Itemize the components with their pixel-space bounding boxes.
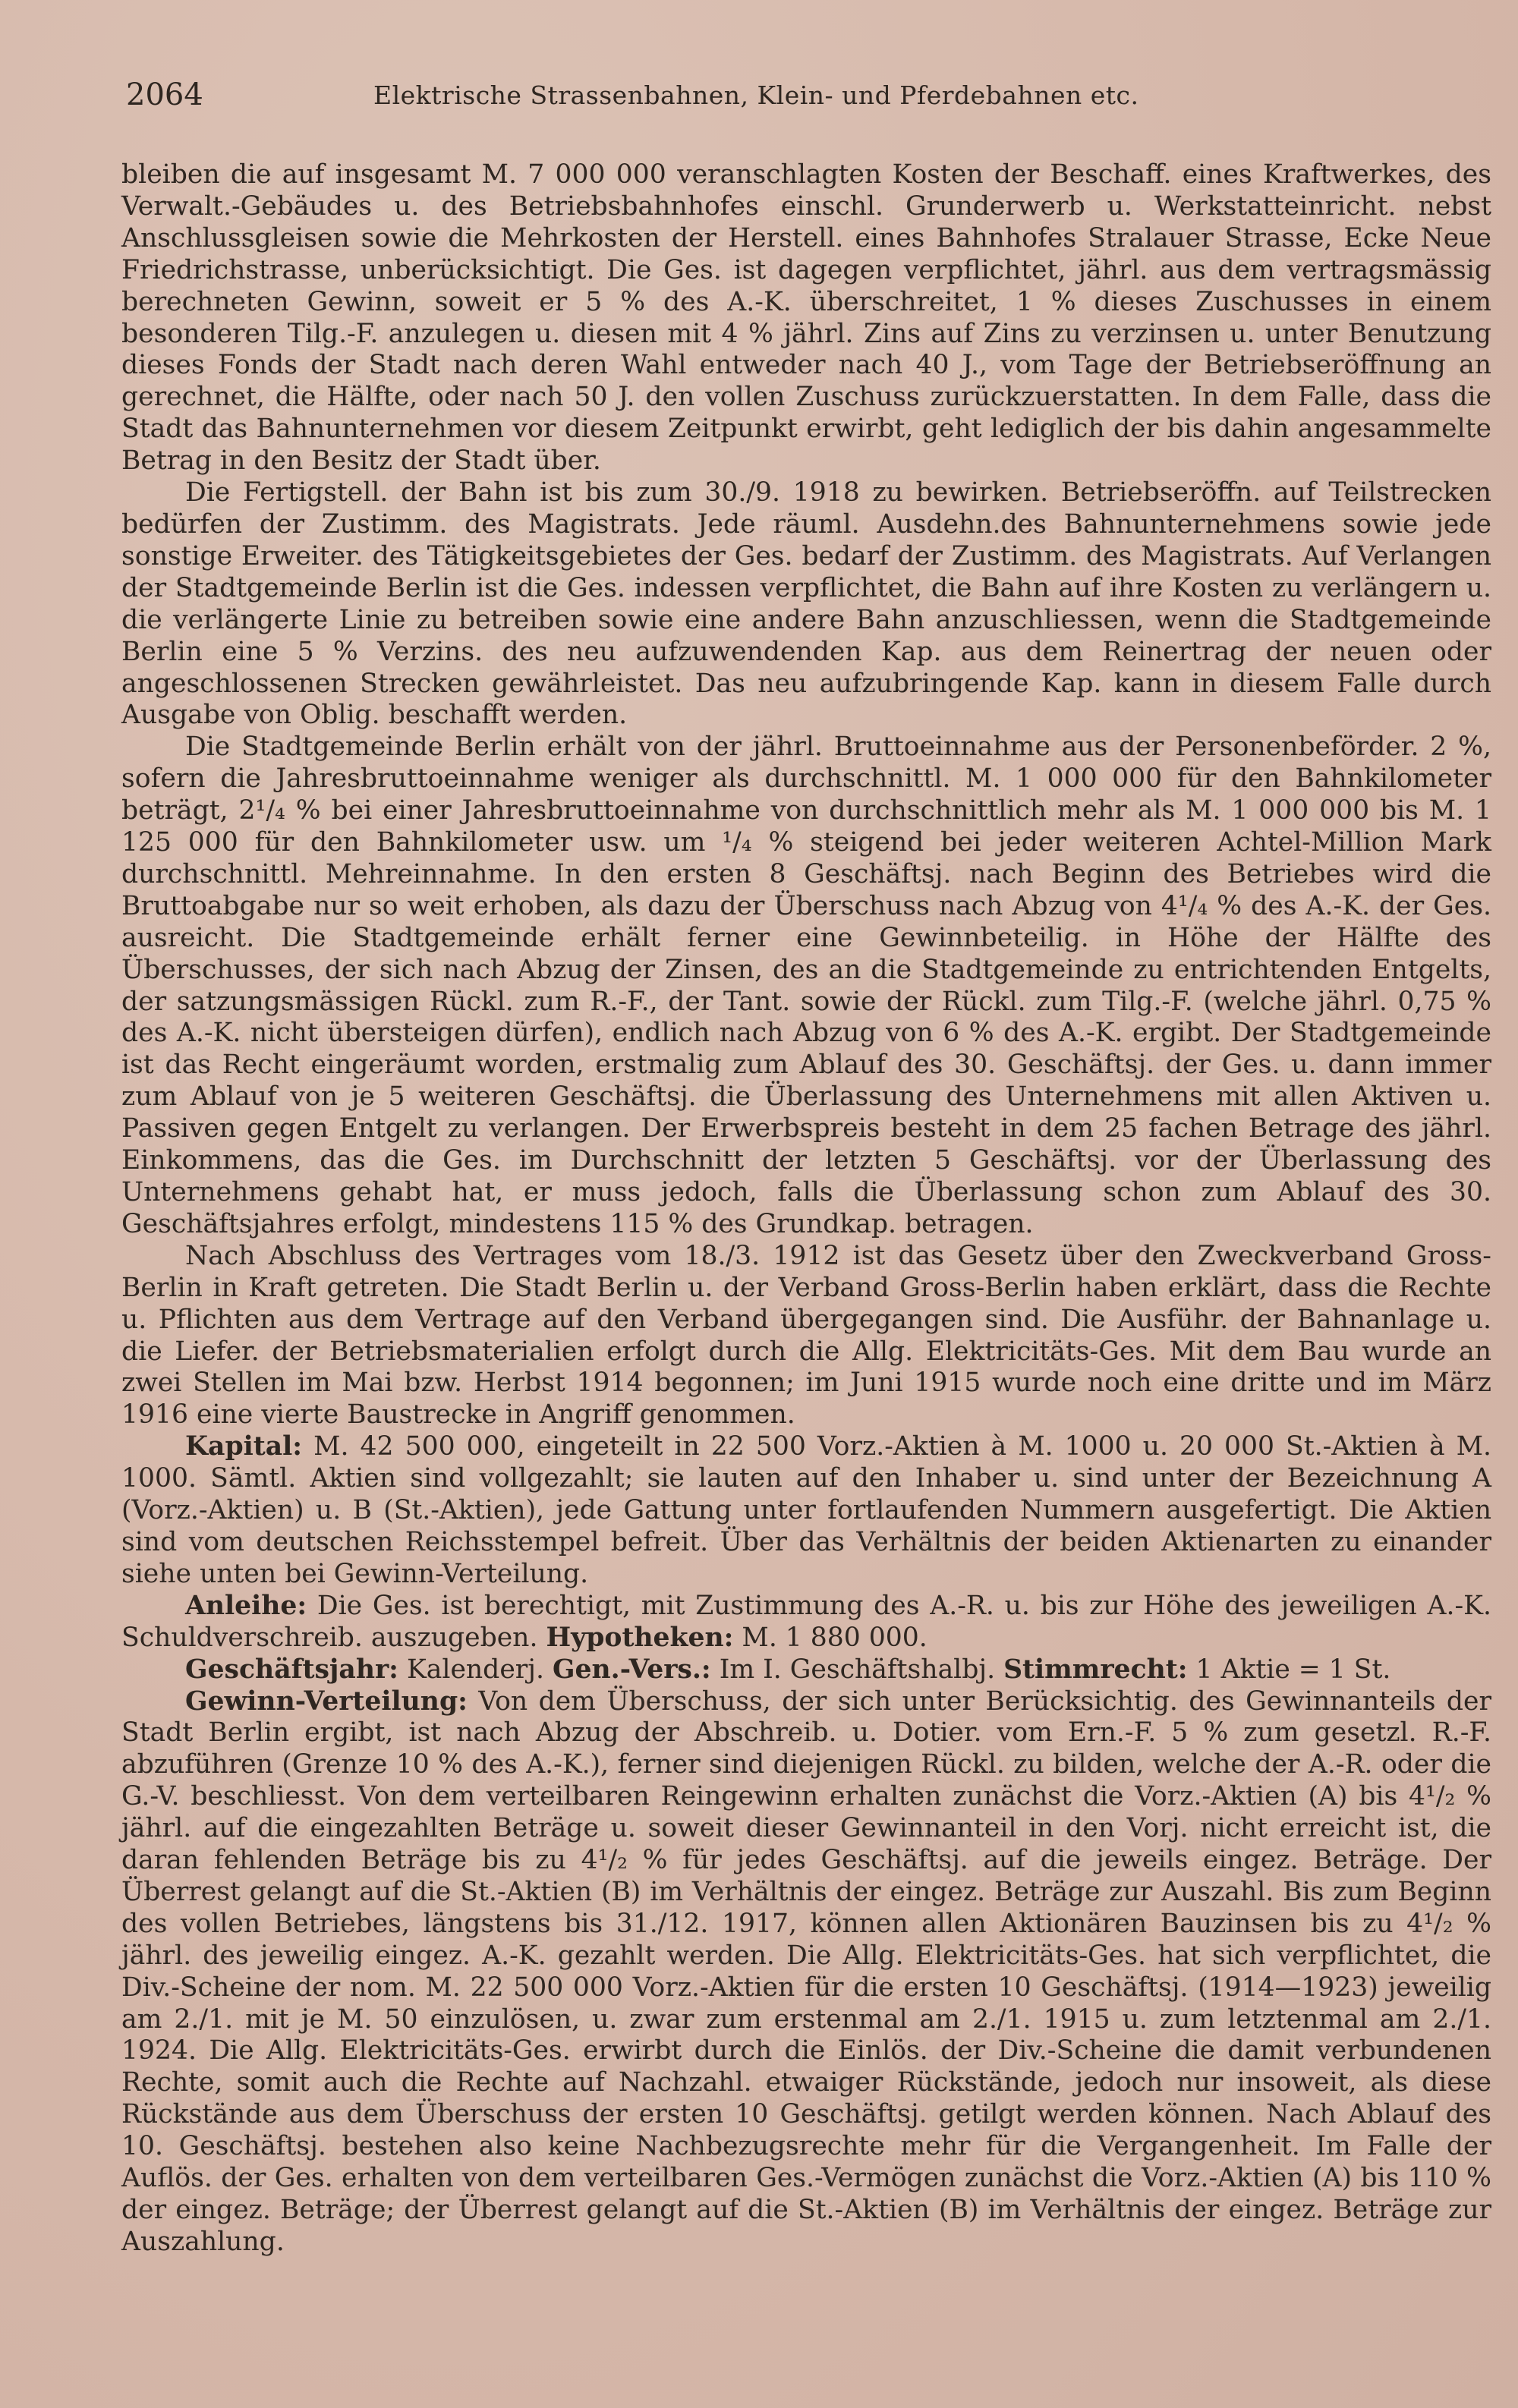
- hypotheken-label: Hypotheken:: [546, 1622, 734, 1653]
- anleihe-text: Die Ges. ist berechtigt, mit Zustimmung des A.-R. u. bis zur Höhe des jeweiligen A.-K. Schuldverschreib. auszugeben.: [121, 1590, 1491, 1653]
- paragraph-kapital: [121, 1431, 1491, 1591]
- document-page: [121, 70, 1491, 2258]
- kapital-text: M. 42 500 000, eingeteilt in 22 500 Vorz.-Aktien à M. 1000 u. 20 000 St.-Aktien à M. 1000. Sämtl. Aktien sind vollgezahlt; sie lauten auf den Inhaber u. sind unter der Bezeichnung A (Vorz.-Aktien) u. B (St.-Aktien), jede Gattung unter fortlaufenden Nummern ausgefertigt. Die Aktien sind vom deutschen Reichsstempel befreit. Über das Verhältnis der beiden Aktienarten zu einander siehe unten bei Gewinn-Verteilung.: [121, 1431, 1491, 1589]
- page-number: 2064: [126, 77, 203, 112]
- stimmrecht-text: 1 Aktie = 1 St.: [1187, 1654, 1391, 1685]
- genvers-text: Im I. Geschäftshalbj.: [710, 1654, 1004, 1685]
- gewinn-text: Von dem Überschuss, der sich unter Berücksichtig. des Gewinnanteils der Stadt Berlin ergibt, ist nach Abzug der Abschreib. u. Dotier. vom Ern.-F. 5 % zum gesetzl. R.-F. abzuführen (Grenze 10 % des A.-K.), ferner sind diejenigen Rückl. zu bilden, welche der A.-R. oder die G.-V. beschliesst. Von dem verteilbaren Reingewinn erhalten zunächst die Vorz.-Aktien (A) bis 4¹/₂ % jährl. auf die eingezahlten Beträge u. soweit dieser Gewinnanteil in den Vorj. nicht erreicht ist, die daran fehlenden Beträge bis zu 4¹/₂ % für jedes Geschäftsj. auf die jeweils eingez. Beträge. Der Überrest gelangt auf die St.-Aktien (B) im Verhältnis der eingez. Beträge zur Auszahl. Bis zum Beginn des vollen Betriebes, längstens bis 31./12. 1917, können allen Aktionären Bauzinsen bis zu 4¹/₂ % jährl. des jeweilig eingez. A.-K. gezahlt werden. Die Allg. Elektricitäts-Ges. hat sich verpflichtet, die Div.-Scheine der nom. M. 22 500 000 Vorz.-Aktien für die ersten 10 Geschäftsj. (1914—1923) jeweilig am 2./1. mit je M. 50 einzulösen, u. zwar zum erstenmal am 2./1. 1915 u. zum letztenmal am 2./1. 1924. Die Allg. Elektricitäts-Ges. erwirbt durch die Einlös. der Div.-Scheine die damit verbundenen Rechte, somit auch die Rechte auf Nachzahl. etwaiger Rückstände, jedoch nur insoweit, als diese Rückstände aus dem Überschuss der ersten 10 Geschäftsj. getilgt werden können. Nach Ablauf des 10. Geschäftsj. bestehen also keine Nachbezugsrechte mehr für die Vergangenheit. Im Falle der Auflös. der Ges. erhalten von dem verteilbaren Ges.-Vermögen zunächst die Vorz.-Aktien (A) bis 110 % der eingez. Beträge; der Überrest gelangt auf die St.-Aktien (B) im Verhältnis der eingez. Beträge zur Auszahlung.: [121, 1686, 1491, 2257]
- gewinn-label: Gewinn-Verteilung:: [185, 1686, 468, 1717]
- running-title: Elektrische Strassenbahnen, Klein- und Pferdebahnen etc.: [373, 80, 1139, 110]
- hypotheken-text: M. 1 880 000.: [733, 1622, 927, 1653]
- kapital-label: Kapital:: [185, 1431, 303, 1462]
- paragraph-gewinn-verteilung: [121, 1686, 1491, 2258]
- stimmrecht-label: Stimmrecht:: [1003, 1654, 1188, 1685]
- paragraph-fertigstellung: Die Fertigstell. der Bahn ist bis zum 30./9. 1918 zu bewirken. Betriebseröffn. auf Teilstrecken bedürfen der Zustimm. des Magistrats. Jede räuml. Ausdehn.des Bahnunternehmens sowie jede sonstige Erweiter. des Tätigkeitsgebietes der Ges. bedarf der Zustimm. des Magistrats. Auf Verlangen der Stadtgemeinde Berlin ist die Ges. indessen verpflichtet, die Bahn auf ihre Kosten zu verlängern u. die verlängerte Linie zu betreiben sowie eine andere Bahn anzuschliessen, wenn die Stadtgemeinde Berlin eine 5 % Verzins. des neu aufzuwendenden Kap. aus dem Reinertrag der neuen oder angeschlossenen Strecken gewährleistet. Das neu aufzubringende Kap. kann in diesem Falle durch Ausgabe von Oblig. beschafft werden.: [121, 477, 1491, 731]
- genvers-label: Gen.-Vers.:: [553, 1654, 711, 1685]
- paragraph-gross-berlin: Nach Abschluss des Vertrages vom 18./3. 1912 ist das Gesetz über den Zweckverband Gross-Berlin in Kraft getreten. Die Stadt Berlin u. der Verband Gross-Berlin haben erklärt, dass die Rechte u. Pflichten aus dem Vertrage auf den Verband übergegangen sind. Die Ausführ. der Bahnanlage u. die Liefer. der Betriebsmaterialien erfolgt durch die Allg. Elektricitäts-Ges. Mit dem Bau wurde an zwei Stellen im Mai bzw. Herbst 1914 begonnen; im Juni 1915 wurde noch eine dritte und im März 1916 eine vierte Baustrecke in Angriff genommen.: [121, 1240, 1491, 1431]
- geschaeftsjahr-text: Kalenderj.: [398, 1654, 553, 1685]
- paragraph-geschaeftsjahr: [121, 1654, 1491, 1686]
- anleihe-label: Anleihe:: [185, 1590, 307, 1621]
- body-text: [121, 159, 1491, 2258]
- paragraph-bruttoeinnahme: Die Stadtgemeinde Berlin erhält von der jährl. Bruttoeinnahme aus der Personenbeförder. 2 %, sofern die Jahresbruttoeinnahme weniger als durchschnittl. M. 1 000 000 für den Bahnkilometer beträgt, 2¹/₄ % bei einer Jahresbruttoeinnahme von durchschnittlich mehr als M. 1 000 000 bis M. 1 125 000 für den Bahnkilometer usw. um ¹/₄ % steigend bei jeder weiteren Achtel-Million Mark durchschnittl. Mehreinnahme. In den ersten 8 Geschäftsj. nach Beginn des Betriebes wird die Bruttoabgabe nur so weit erhoben, als dazu der Überschuss nach Abzug von 4¹/₄ % des A.-K. der Ges. ausreicht. Die Stadtgemeinde erhält ferner eine Gewinnbeteilig. in Höhe der Hälfte des Überschusses, der sich nach Abzug der Zinsen, des an die Stadtgemeinde zu entrichtenden Entgelts, der satzungsmässigen Rückl. zum R.-F., der Tant. sowie der Rückl. zum Tilg.-F. (welche jährl. 0,75 % des A.-K. nicht übersteigen dürfen), endlich nach Abzug von 6 % des A.-K. ergibt. Der Stadtgemeinde ist das Recht eingeräumt worden, erstmalig zum Ablauf des 30. Geschäftsj. der Ges. u. dann immer zum Ablauf von je 5 weiteren Geschäftsj. die Überlassung des Unternehmens mit allen Aktiven u. Passiven gegen Entgelt zu verlangen. Der Erwerbspreis besteht in dem 25 fachen Betrage des jährl. Einkommens, das die Ges. im Durchschnitt der letzten 5 Geschäftsj. vor der Überlassung des Unternehmens gehabt hat, er muss jedoch, falls die Überlassung schon zum Ablauf des 30. Geschäftsjahres erfolgt, mindestens 115 % des Grundkap. betragen.: [121, 732, 1491, 1239]
- page-header: [121, 70, 1491, 129]
- paragraph-anleihe: [121, 1591, 1491, 1654]
- geschaeftsjahr-label: Geschäftsjahr:: [185, 1654, 398, 1685]
- paragraph-continuation: bleiben die auf insgesamt M. 7 000 000 veranschlagten Kosten der Beschaff. eines Kraftwerkes, des Verwalt.-Gebäudes u. des Betriebsbahnhofes einschl. Grunderwerb u. Werkstatteinricht. nebst Anschlussgleisen sowie die Mehrkosten der Herstell. eines Bahnhofes Stralauer Strasse, Ecke Neue Friedrichstrasse, unberücksichtigt. Die Ges. ist dagegen verpflichtet, jährl. aus dem vertragsmässig berechneten Gewinn, soweit er 5 % des A.-K. überschreitet, 1 % dieses Zuschusses in einem besonderen Tilg.-F. anzulegen u. diesen mit 4 % jährl. Zins auf Zins zu verzinsen u. unter Benutzung dieses Fonds der Stadt nach deren Wahl entweder nach 40 J., vom Tage der Betriebseröffnung an gerechnet, die Hälfte, oder nach 50 J. den vollen Zuschuss zurückzuerstatten. In dem Falle, dass die Stadt das Bahnunternehmen vor diesem Zeitpunkt erwirbt, geht lediglich der bis dahin angesammelte Betrag in den Besitz der Stadt über.: [121, 159, 1491, 477]
